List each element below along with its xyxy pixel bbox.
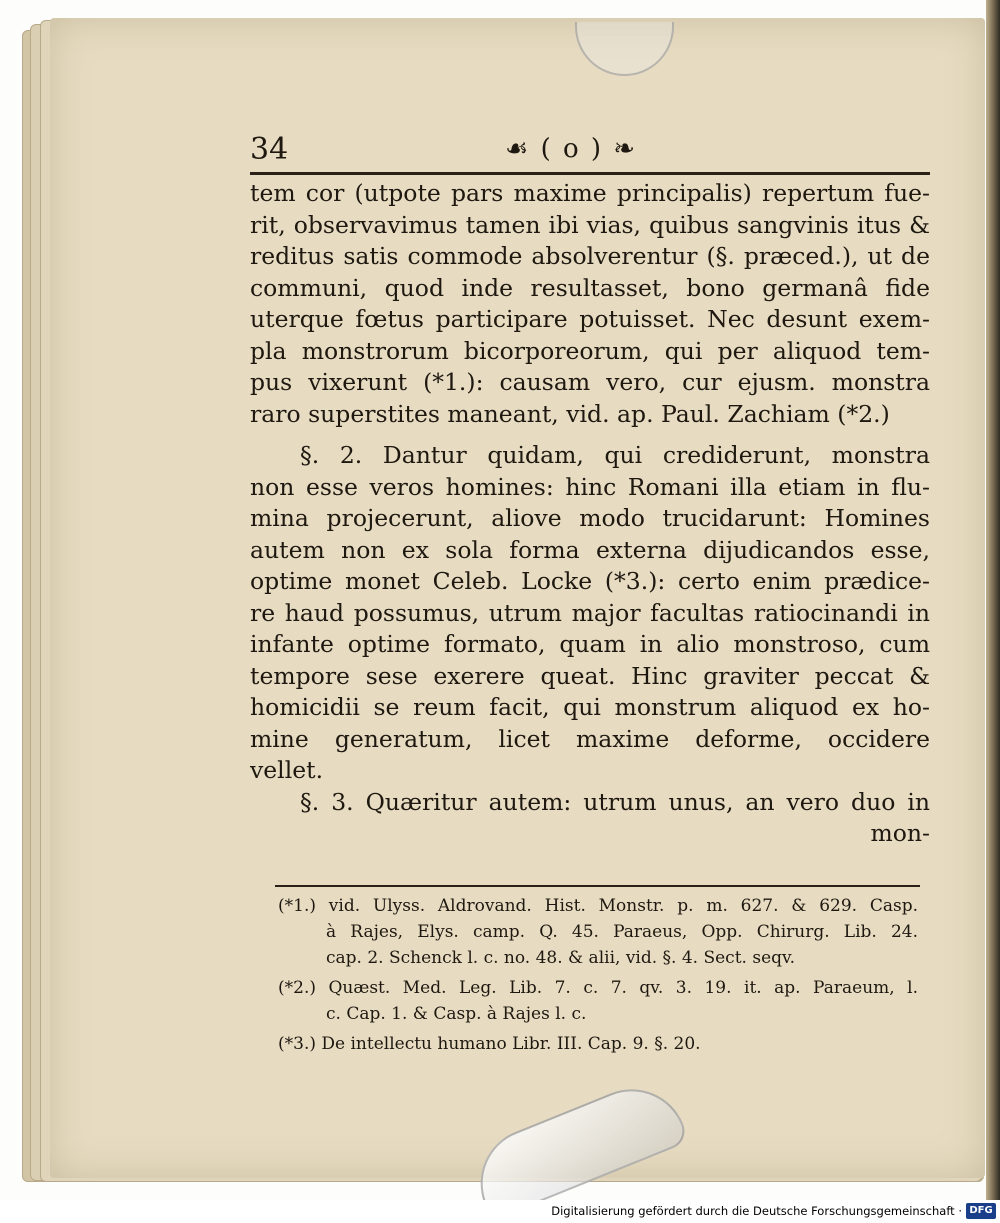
text-line: mina projecerunt, aliove modo trucidarunt: Homines [250,504,930,532]
main-text [250,178,930,850]
header-rule [250,172,930,175]
text-line: vellet. [250,756,324,784]
text-line: §. 2. Dantur quidam, qui crediderunt, monstra [300,441,930,469]
footnote-line: (*2.) Quæst. Med. Leg. Lib. 7. c. 7. qv. 3. 19. it. ap. Paraeum, l. [278,978,918,998]
footnote-line: c. Cap. 1. & Casp. à Rajes l. c. [326,1004,587,1024]
text-line: communi, quod inde resultasset, bono germanâ fide [250,273,930,302]
text-line: rit, observavimus tamen ibi vias, quibus sangvinis itus & [250,210,930,239]
text-line: pla monstrorum bicorporeorum, qui per aliquod tem- [250,336,930,365]
text-line: tem cor (utpote pars maxime principalis) repertum fue- [250,179,930,207]
text-line: non esse veros homines: hinc Romani illa etiam in flu- [250,472,930,501]
footnotes [278,893,918,1057]
digitization-footer [0,1200,1000,1223]
book-gutter [986,0,1000,1200]
running-head-ornament: ☙ ( o ) ❧ [505,134,638,164]
text-line: tempore sese exerere queat. Hinc graviter peccat & [250,661,930,690]
text-line: autem non ex sola forma externa dijudicandos esse, [250,535,930,564]
text-line: optime monet Celeb. Locke (*3.): certo enim prædice- [250,567,930,595]
text-line: homicidii se reum facit, qui monstrum aliquod ex ho- [250,693,930,721]
page-number: 34 [250,132,289,167]
text-line: §. 3. Quæritur autem: utrum unus, an vero duo in [300,787,930,816]
text-line: re haud possumus, utrum major facultas ratiocinandi in [250,598,930,627]
footnote-line: à Rajes, Elys. camp. Q. 45. Paraeus, Opp. Chirurg. Lib. 24. [326,922,918,942]
catchword: mon- [870,819,930,847]
dfg-logo-icon: DFG [966,1203,996,1219]
footnote-line: (*1.) vid. Ulyss. Aldrovand. Hist. Monstr. p. m. 627. & 629. Casp. [278,896,918,916]
text-line: pus vixerunt (*1.): causam vero, cur ejusm. monstra [250,368,930,396]
funding-credit: Digitalisierung gefördert durch die Deutsche Forschungsgemeinschaft · [551,1204,962,1218]
footnote-rule [275,885,920,887]
text-line: infante optime formato, quam in alio monstroso, cum [250,630,930,658]
text-line: reditus satis commode absolverentur (§. præced.), ut de [250,242,930,270]
text-line: raro superstites maneant, vid. ap. Paul. Zachiam (*2.) [250,399,890,428]
text-line: mine generatum, licet maxime deforme, occidere [250,724,930,753]
footnote-line: cap. 2. Schenck l. c. no. 48. & alii, vid. §. 4. Sect. seqv. [326,948,796,968]
text-line: uterque fœtus participare potuisset. Nec desunt exem- [250,305,930,333]
footnote-line: (*3.) De intellectu humano Libr. III. Cap. 9. §. 20. [278,1034,701,1054]
